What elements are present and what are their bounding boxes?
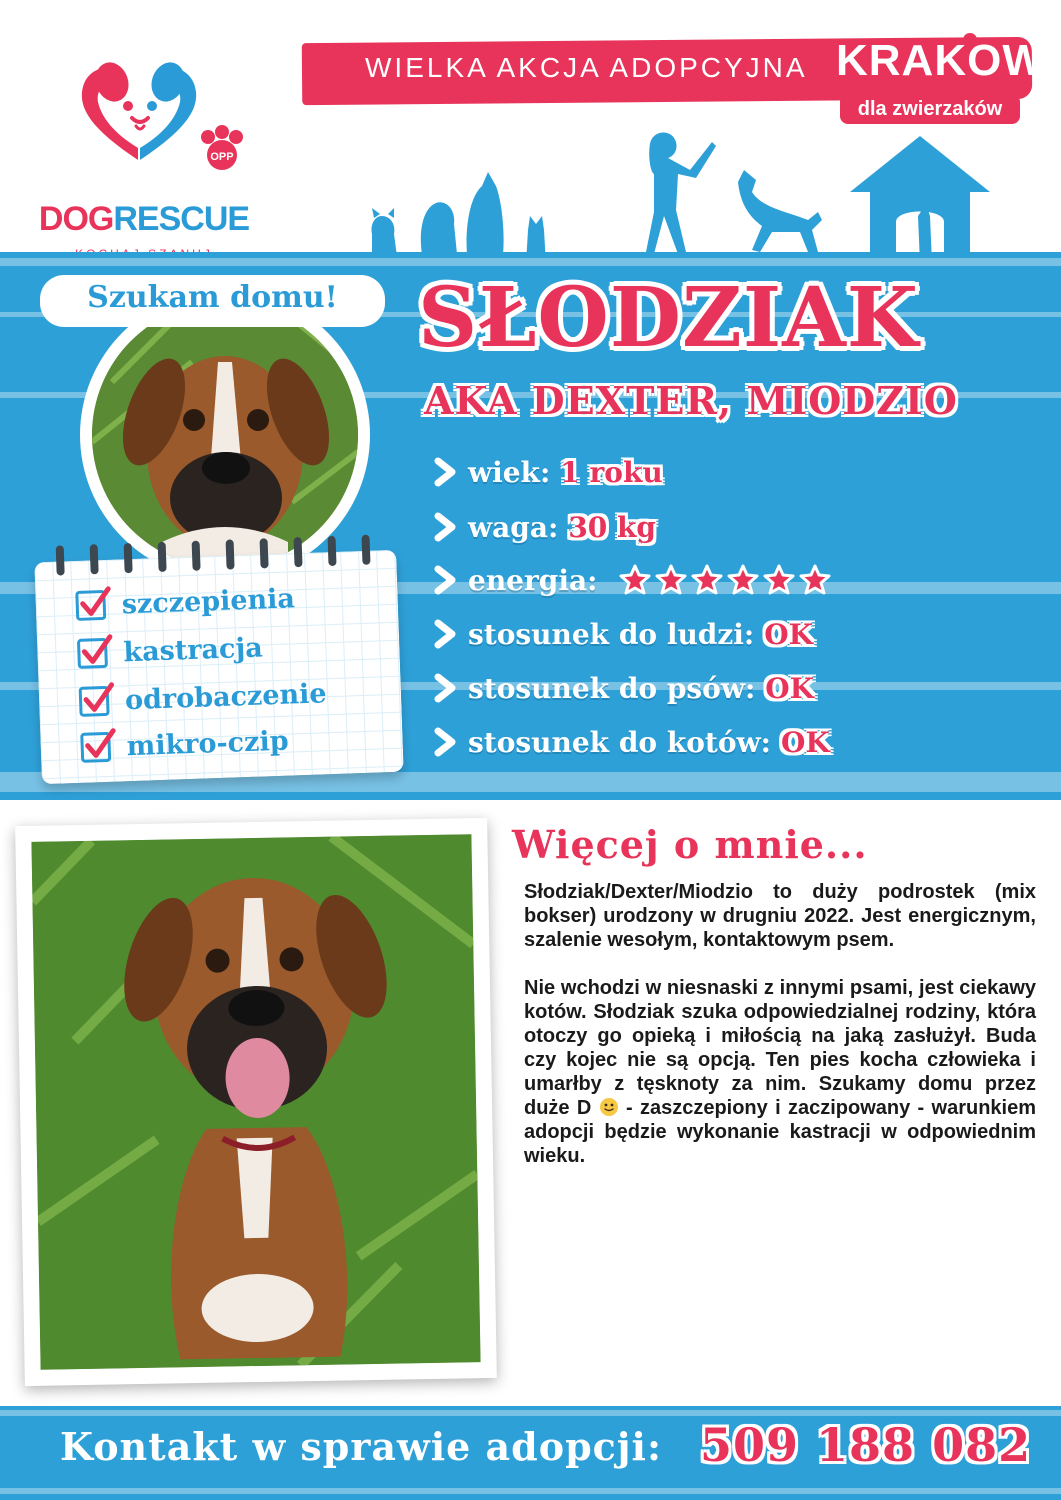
band-stripe xyxy=(0,1410,1061,1416)
star-icon xyxy=(799,564,831,596)
heart-dog-logo-icon xyxy=(76,60,206,170)
about-paragraph xyxy=(524,976,1036,1168)
checkmark-icon xyxy=(79,681,116,718)
attribute-value: OK xyxy=(764,617,813,651)
about-description xyxy=(524,880,1036,1192)
checklist-label: odrobaczenie xyxy=(124,677,328,716)
attribute-people xyxy=(432,612,813,656)
checklist-label: szczepienia xyxy=(121,582,296,620)
contact-phone[interactable]: 509 188 082 xyxy=(700,1418,1032,1472)
attribute-weight xyxy=(432,505,656,549)
dog-sitting-image xyxy=(31,834,480,1370)
pet-name: SŁODZIAK xyxy=(418,270,920,366)
attribute-cats xyxy=(432,720,830,764)
pets-silhouette-illustration xyxy=(360,112,1010,264)
checkmark-icon xyxy=(78,633,115,670)
attribute-label: wiek: xyxy=(468,455,551,489)
band-stripe xyxy=(0,1488,1061,1494)
notepad-ring xyxy=(56,545,65,575)
opp-badge-text: OPP xyxy=(210,151,234,163)
brand-name xyxy=(34,200,254,239)
star-icon xyxy=(691,564,723,596)
looking-for-home-text: Szukam domu! xyxy=(87,280,338,315)
attribute-dogs xyxy=(432,666,814,710)
chevron-right-icon xyxy=(432,565,458,595)
attribute-value: 1 roku xyxy=(560,455,663,489)
chevron-right-icon xyxy=(432,619,458,649)
dog-portrait-photo xyxy=(92,302,358,568)
checkmark-icon xyxy=(81,727,118,764)
dogrescue-logo xyxy=(34,50,254,238)
checkbox xyxy=(79,686,110,717)
chevron-right-icon xyxy=(432,727,458,757)
about-title: Więcej o mnie... xyxy=(512,822,868,867)
contact-label: Kontakt w sprawie adopcji: xyxy=(60,1424,663,1469)
notepad-ring xyxy=(361,535,370,565)
partner-subtitle: dla zwierzaków xyxy=(840,94,1020,124)
band-stripe xyxy=(0,258,1061,266)
checklist-item xyxy=(77,624,264,676)
attribute-age xyxy=(432,450,663,494)
star-icon xyxy=(727,564,759,596)
star-icon xyxy=(619,564,651,596)
checklist-item xyxy=(75,575,296,629)
campaign-title: WIELKA AKCJA ADOPCYJNA xyxy=(365,52,808,83)
star-icon xyxy=(655,564,687,596)
brand-dog: DOG xyxy=(38,200,114,238)
checklist-item xyxy=(80,718,289,771)
pet-aliases: AKA DEXTER, MIODZIO xyxy=(424,378,958,423)
chevron-right-icon xyxy=(432,673,458,703)
notepad-ring xyxy=(327,536,336,566)
brand-rescue: RESCUE xyxy=(113,200,250,238)
notepad-ring xyxy=(294,537,303,567)
checkbox xyxy=(80,732,111,763)
about-text: Nie wchodzi w niesnaski z innymi psami, jest ciekawy kotów. Słodziak szuka odpowiedzialnej rodziny, która otoczy go opieką i miłością na jaką zasłużył. Buda czy kojec nie są opcją. Ten pies kocha człowieka i umarłby z tęsknoty za nim. Szukamy domu przez duże D xyxy=(524,977,1036,1119)
paw-badge-icon xyxy=(196,123,248,175)
notepad-ring xyxy=(158,542,167,572)
attribute-value: 30 kg xyxy=(568,510,657,544)
attribute-value: OK xyxy=(780,725,830,759)
notepad-ring xyxy=(260,538,269,568)
attribute-label: stosunek do psów: xyxy=(468,671,756,705)
dog-full-photo xyxy=(31,834,480,1370)
attribute-energy xyxy=(432,558,831,602)
about-text: - zaszczepiony i zaczipowany - warunkiem adopcji będzie wykonanie kastracji w odpowiednim wieku. xyxy=(524,1097,1037,1167)
notepad-ring xyxy=(90,544,99,574)
checklist-label: kastracja xyxy=(122,631,264,668)
about-paragraph: Słodziak/Dexter/Miodzio to duży podrostek (mix bokser) urodzony w drugniu 2022. Jest energicznym, szalenie wesołym, kontaktowym psem. xyxy=(524,881,1036,951)
checkbox xyxy=(75,590,106,621)
checkbox xyxy=(77,638,108,669)
dog-portrait-image xyxy=(92,302,358,568)
health-checklist xyxy=(34,550,404,784)
notepad-ring xyxy=(192,541,201,571)
checkmark-icon xyxy=(76,585,113,622)
attribute-value: OK xyxy=(765,671,815,705)
attribute-label: stosunek do kotów: xyxy=(468,725,771,759)
energy-rating xyxy=(619,564,831,596)
chevron-right-icon xyxy=(432,457,458,487)
smiley-icon xyxy=(599,1097,619,1117)
notepad-ring xyxy=(226,539,235,569)
partner-name: KRAKOW xyxy=(836,36,1045,85)
chevron-right-icon xyxy=(432,512,458,542)
attribute-label: waga: xyxy=(468,510,559,544)
attribute-label: energia: xyxy=(468,563,598,597)
dog-photo-frame xyxy=(15,818,497,1386)
checklist-label: mikro-czip xyxy=(126,725,290,762)
notepad-ring xyxy=(124,543,133,573)
checklist-item xyxy=(78,670,327,725)
star-icon xyxy=(763,564,795,596)
attribute-label: stosunek do ludzi: xyxy=(468,617,755,651)
